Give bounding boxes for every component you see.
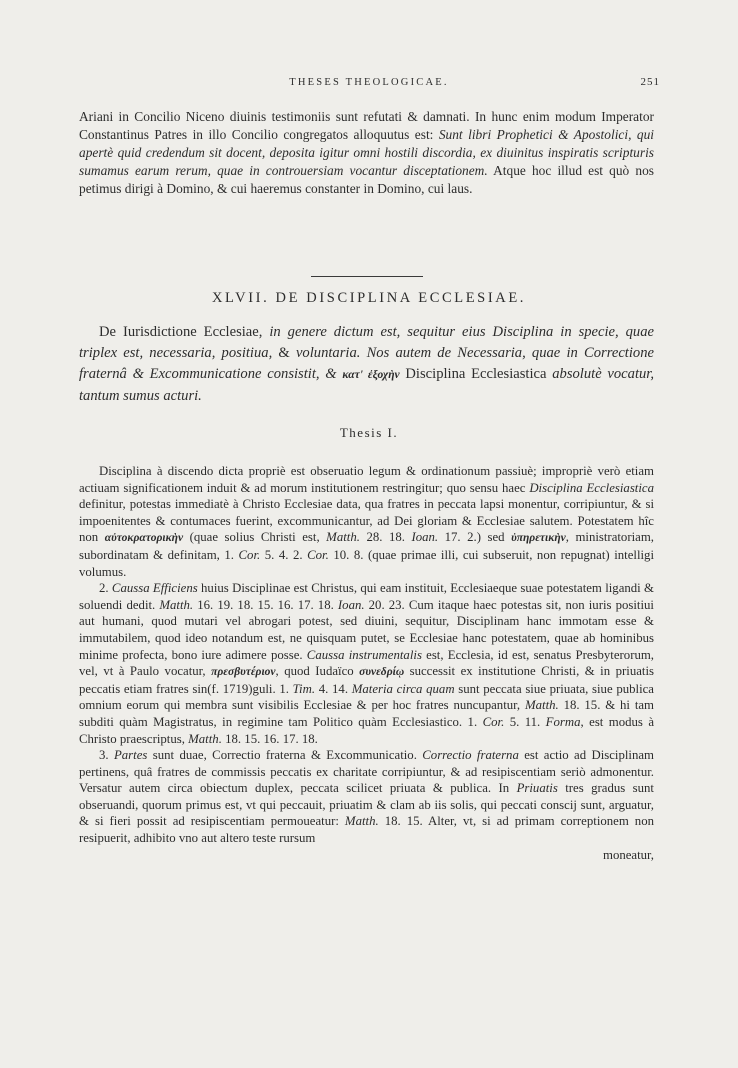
reference-italic: Matth. [344, 814, 379, 829]
text-run: huius Disciplinae est Christus, qui eam instituit, Ecclesiaeque suae potestatem ligandi & soluendi dedit. [79, 581, 655, 612]
text-run: 18. 15. Alter, vt, si ad primam correptionem non resipuerit, adhibito vno aut altero teste rursum [79, 814, 654, 846]
text-run: , quod Iudaïco [275, 664, 360, 679]
text-run: Atque hoc illud est quò nos petimus dirigi à Domino, & cui haeremus constanter in Domino, cui laus. [79, 163, 654, 196]
italic-run: Correctio fraterna [422, 748, 519, 763]
paragraph-continued [79, 108, 654, 198]
text-run: 16. 19. 18. 15. 16. 17. 18. [193, 597, 338, 612]
text-run: Disciplina Ecclesiastica [399, 366, 553, 382]
reference-italic: Matth. [326, 530, 360, 545]
text-run: & [272, 345, 296, 361]
text-run: tres gradus sunt obseruandi, quorum primus est, vt qui peccauit, priuatim & clam ab iis solis, qui peccati conscij sunt, arguatur, & si fieri possit ad resipiscentiam permoueatur: [79, 781, 654, 829]
text-run: (quae solius Christi est, [183, 530, 327, 545]
italic-run: Partes [113, 748, 148, 763]
text-run: Ariani in Concilio Niceno diuinis testimoniis sunt refutati & damnati. In hunc enim modum Imperator Constantinus Patres in illo Concilio congregatos alloquutus est: [79, 109, 654, 142]
italic-run: Materia circa quam [351, 681, 455, 696]
text-run: 10. 8. (quae primae illi, cui subseruit, non repugnat) intelligi volumus. [79, 547, 655, 579]
thesis-body [79, 463, 654, 863]
italic-run: Caussa Efficiens [111, 581, 198, 596]
reference-italic: Cor. [482, 714, 505, 729]
text-run: , est modus à Christo praescriptus, [79, 714, 655, 746]
text-run: , ministratoriam, subordinatam & definitam, 1. [79, 530, 654, 562]
reference-italic: Tim. [292, 681, 316, 696]
text-run: 28. 18. [359, 530, 412, 545]
text-run: 4. 14. [315, 681, 352, 696]
text-run: 3. [99, 748, 114, 763]
reference-italic: Matth. [524, 698, 559, 713]
catchword: moneatur, [602, 847, 654, 862]
section-intro [79, 322, 654, 407]
reference-italic: Ioan. [411, 530, 439, 545]
thesis-paragraph-1 [79, 463, 654, 580]
italic-run: Forma [545, 714, 581, 729]
text-run: definitur, potestas immediatè à Christo Ecclesiae data, qua fratres in peccata lapsi monentur, corripiuntur, & si impoenitentes & contumaces fuerint, excommunicantur, ad Dei gloriam & Ecclesiae salutem. Potestatem hîc non [79, 497, 654, 545]
italic-run: Caussa instrumentalis [306, 647, 422, 662]
running-title: THESES THEOLOGICAE. [289, 77, 449, 88]
running-header [0, 77, 738, 93]
text-run: est actio ad Disciplinam pertinens, quâ fratres de commissis peccatis ex charitate corripiuntur, & ad resipiscentiam seriò admonentur. Versatur autem circa obiectum duplex, peccata scilicet priuata & publica. In [79, 748, 655, 796]
italic-run: Disciplina Ecclesiastica [529, 480, 654, 495]
italic-run: absolutè vocatur, tantum sumus acturi. [79, 366, 655, 404]
greek-run: κατ' ἐξοχὴν [342, 369, 400, 381]
section-divider [311, 276, 423, 277]
text-run: 17. 2.) sed [438, 530, 512, 545]
thesis-paragraph-3 [79, 747, 654, 847]
text-run: 20. 23. Cum itaque haec potestas sit, non iuris positiui aut humani, quod mutari vel abrogari potest, sed diuini, sequitur, Disciplinam hanc immotam esse & immutabilem, quod ideo notandum est, ne quisquam putet, se Ecclesiae hanc potestatem, quae ab hominibus minime profecta, bono iure adimere posse. [79, 597, 654, 662]
reference-italic: Matth. [188, 731, 222, 746]
italic-run: voluntaria. Nos autem de Necessaria, quae in Correctione fraternâ & Excommunicatione consistit, & [79, 345, 654, 382]
italic-run: Priuatis [516, 781, 558, 796]
thesis-paragraph-2 [79, 580, 654, 747]
text-run: successit ex institutione Christi, & in priuatis peccatis etiam fratres sin(f. 1719)guli. 1. [79, 664, 655, 696]
text-run: sunt peccata siue priuata, siue publica omnium eorum qui membra sunt visibilis Ecclesiae & per hoc fratres nuncupantur, [79, 681, 654, 713]
reference-italic: Cor. [238, 547, 261, 562]
greek-run: ὑπηρετικὴν [511, 532, 566, 545]
reference-italic: Ioan. [337, 597, 365, 612]
text-run: 5. 4. 2. [260, 547, 308, 562]
text-run: 5. 11. [504, 714, 546, 729]
italic-run: in genere dictum est, sequitur eius Disciplina in specie, quae triplex est, necessaria, positiua, [79, 324, 654, 361]
greek-run: πρεσβυτέριον [211, 666, 276, 679]
greek-run: αὐτοκρατορικὴν [104, 532, 184, 545]
page-number: 251 [640, 76, 660, 88]
reference-italic: Matth. [159, 597, 194, 612]
thesis-heading: Thesis I. [339, 425, 399, 440]
text-run: De Iurisdictione Ecclesiae, [99, 324, 270, 340]
reference-italic: Cor. [307, 547, 329, 562]
quotation-italic: Sunt libri Prophetici & Apostolici, qui apertè quid credendum sit docent, deposita igitur omni hostili discordia, ex diuinitus inspiratis scripturis sumamus earum rerum, quae in controuersiam vocantur disceptationem. [79, 127, 654, 178]
text-run: est, Ecclesia, id est, senatus Presbyterorum, vel, vt à Paulo vocatur, [79, 647, 655, 679]
text-run: Disciplina à discendo dicta propriè est obseruatio legum & ordinationum passiuè; impropriè verò etiam actiuam significationem induit & ad morum institutionem restringitur; quo sensu haec [79, 464, 654, 495]
text-run: sunt duae, Correctio fraterna & Excommunicatio. [147, 748, 423, 763]
text-run: 18. 15. & hi tam subditi quàm Magistratus, in regimine tam Politico quàm Ecclesiastico. 1. [79, 698, 655, 729]
text-run: 2. [99, 581, 112, 596]
greek-run: συνεδρίῳ [359, 666, 405, 679]
text-run: 18. 15. 16. 17. 18. [221, 731, 318, 746]
section-title: XLVII. DE DISCIPLINA ECCLESIAE. [211, 290, 527, 306]
